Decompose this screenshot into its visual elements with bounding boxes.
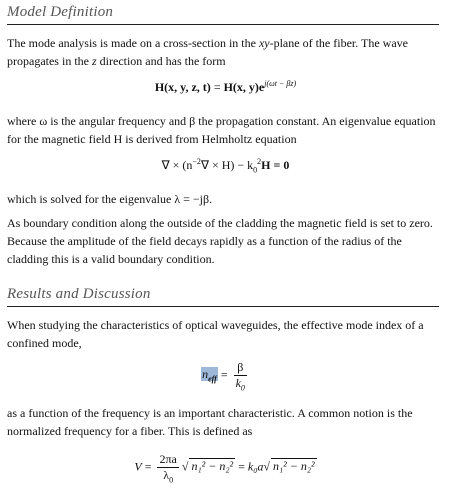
text: -plane of the fiber. The wave propagates in the — [7, 36, 408, 68]
eq-k0a: k₀a — [247, 459, 264, 474]
fraction-2pia-lambda0 — [157, 452, 178, 483]
section-heading-results: Results and Discussion — [7, 286, 439, 307]
frac-den — [234, 376, 247, 391]
den-k: k — [235, 376, 241, 390]
equation-field-form — [0, 80, 451, 95]
eq-v: V — [134, 459, 142, 474]
neff-sub: eff — [208, 374, 217, 384]
neff-highlight — [201, 367, 218, 384]
eq-exp: 2 — [257, 157, 262, 166]
text: direction and has the form — [96, 54, 226, 68]
eq-sign: = — [235, 459, 248, 474]
paragraph-boundary-condition: As boundary condition along the outside of the cladding the magnetic field is set to zero. Because the amplitude of the field decays rapidly as a function of the radius of the cladding this is a valid boundary condition. — [7, 216, 433, 266]
eq-rhs: H(x, y)e — [223, 80, 265, 94]
paragraph-mode-analysis — [7, 34, 443, 70]
frac-den — [157, 468, 178, 483]
paragraph-waveguides: When studying the characteristics of optical waveguides, the effective mode index of a confined mode, — [7, 318, 424, 350]
eq-sub: 0 — [253, 165, 258, 175]
equation-helmholtz — [0, 158, 451, 173]
eq-exponent: j(ωt − βz) — [264, 79, 297, 88]
equation-neff — [0, 360, 451, 391]
sqrt-sign: √ — [263, 459, 270, 474]
eq-lhs: H(x, y, z, t) — [154, 80, 211, 94]
den-sub: 0 — [169, 475, 174, 485]
section-heading-model-definition: Model Definition — [7, 4, 439, 25]
eq-part: = 0 — [270, 158, 290, 172]
text: The mode analysis is made on a cross-section in the — [7, 36, 259, 50]
eq-sign: = — [210, 80, 224, 94]
eq-sign: = — [217, 367, 231, 382]
paragraph-normalized-frequency: as a function of the frequency is an important characteristic. A common notion is the normalized frequency for a fiber. This is defined as — [7, 406, 413, 438]
fraction-beta-k0 — [234, 360, 247, 391]
equation-normalized-frequency — [0, 452, 451, 483]
eq-part: ∇ × (n — [161, 158, 193, 172]
den-lambda: λ — [163, 468, 170, 482]
var-xy: xy — [258, 36, 270, 50]
eq-sign: = — [141, 459, 155, 474]
neff-n: n — [202, 367, 209, 382]
sqrt-radicand: n₁² − n₂² — [272, 459, 315, 474]
frac-num: β — [234, 360, 247, 376]
paragraph-eigenvalue: which is solved for the eigenvalue λ = −jβ. — [7, 192, 213, 206]
eq-part: ∇ × H) − k — [200, 158, 254, 172]
frac-num: 2πa — [159, 452, 177, 466]
var-z: z — [91, 54, 97, 68]
eq-exp: −2 — [192, 157, 201, 166]
paragraph-omega-beta: where ω is the angular frequency and β the propagation constant. An eigenvalue equation for the magnetic field H is derived from Helmholtz equation — [7, 114, 436, 146]
sqrt-sign: √ — [181, 459, 189, 474]
den-sub: 0 — [240, 383, 245, 393]
sqrt-radicand: n₁² − n₂² — [191, 459, 234, 474]
eq-part: H — [261, 158, 271, 172]
